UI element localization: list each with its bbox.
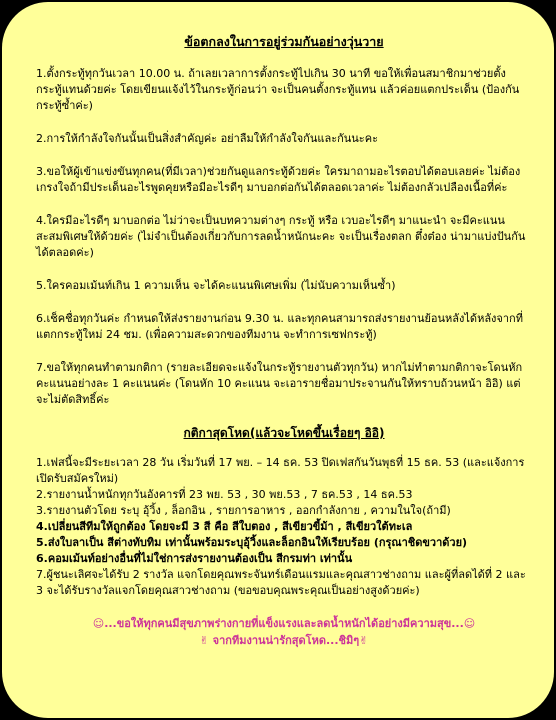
- closing-line-2: ✌ จากทีมงานน่ารักสุดโหด...ชิมิๆ✌: [199, 634, 369, 647]
- rule-item-7: 7.ผู้ชนะเลิศจะได้รับ 2 รางวัล แจกโดยคุณพระจันทร์เดือนแรมและคุณสาวช่างถาม และผู้ที่ลดได้ที่ 2 และ 3 จะได้รับรางวัลแจกโดยคุณสาวช่างถาม (ขอขอบคุณพระคุณเป็นอย่างสูงด้วยค่ะ): [36, 568, 526, 597]
- rule-item-5: 5.ส่งใบลาเป็น สีต่างทับทิม เท่านั้นพร้อมระบุอุ้วิ้งและล็อกอินให้เรียบร้อย (กรุณาชิดขวาด้วย): [36, 536, 468, 549]
- rule-item-1: 1.เฟสนี้จะมีระยะเวลา 28 วัน เริ่มวันที่ 17 พย. – 14 ธค. 53 ปิดเฟสกันวันพุธที่ 15 ธค. 53 (และแจ้งการเปิดรับสมัครใหม่): [36, 456, 525, 485]
- rules-list: [36, 455, 532, 599]
- closing-message: [36, 615, 532, 649]
- rule-item-2: 2.รายงานน้ำหนักทุกวันอังคารที่ 23 พย. 53 , 30 พย.53 , 7 ธค.53 , 14 ธค.53: [36, 488, 413, 501]
- rule-item-6: 6.คอมเม้นท์อย่างอื่นที่ไม่ใช่การส่งรายงานต้องเป็น สีกรมท่า เท่านั้น: [36, 552, 353, 565]
- agreement-item-7: 7.ขอให้ทุกคนทำตามกติกา (รายละเอียดจะแจ้งในกระทู้รายงานตัวทุกวัน) หากไม่ทำตามกติกาจะโดนหักคะแนนอย่างละ 1 คะแนนค่ะ (โดนหัก 10 คะแนน จะเอารายชื่อมาประจานกันให้ทราบถ้วนหน้า อิอิ) แต่จะไม่ตัดสิทธิ์ค่ะ: [36, 361, 523, 406]
- rules-title: กติกาสุดโหด(แล้วจะโหดขึ้นเรื่อยๆ อิอิ): [183, 426, 385, 440]
- page-title: ข้อตกลงในการอยู่ร่วมกันอย่างวุ่นวาย: [184, 34, 384, 49]
- agreement-item-1: 1.ตั้งกระทู้ทุกวันเวลา 10.00 น. ถ้าเลยเวลาการตั้งกระทู้ไปเกิน 30 นาที ขอให้เพื่อนสมาชิกมาช่วยตั้งกระทู้แทนด้วยค่ะ โดยเขียนแจ้งไว้ในกระทู้ก่อนว่า จะเป็นคนตั้งกระทู้แทน แล้วค่อยแตกประเด็น (ป้องกันกระทู้ซ้ำค่ะ): [36, 67, 520, 112]
- rule-item-3: 3.รายงานตัวโดย ระบุ อุ้วิ้ง , ล็อกอิน , รายการอาหาร , ออกกำลังกาย , ความในใจ(ถ้ามี): [36, 504, 451, 517]
- agreement-item-2: 2.การให้กำลังใจกันนั้นเป็นสิ่งสำคัญค่ะ อย่าลืมให้กำลังใจกันและกันนะคะ: [36, 132, 378, 145]
- agreement-item-3: 3.ขอให้ผู้เข้าแข่งขันทุกคน(ที่มีเวลา)ช่วยกันดูแลกระทู้ด้วยค่ะ ใครมาถามอะไรตอบได้ตอบเลยค่ะ ไม่ต้องเกรงใจถ้ามีประเด็นอะไรพูดคุยหรือมีอะไรดีๆ มาบอกต่อกันได้ตลอดเวลาค่ะ ไม่ต้องกลัวเปลืองเนื้อที่ค่ะ: [36, 165, 521, 194]
- agreement-item-4: 4.ใครมีอะไรดีๆ มาบอกต่อ ไม่ว่าจะเป็นบทความต่างๆ กระทู้ หรือ เวบอะไรดีๆ มาแนะนำ จะมีคะแนนสะสมพิเศษให้ด้วยค่ะ (ไม่จำเป็นต้องเกี่ยวกับการลดน้ำหนักนะคะ จะเป็นเรื่องตลก ตึ๋งต๋อง น่ามาแบ่งปันกันได้ตลอดค่ะ): [36, 214, 526, 259]
- closing-line-1: ☺...ขอให้ทุกคนมีสุขภาพร่างกายที่แข็งแรงและลดน้ำหนักได้อย่างมีความสุข...☺: [92, 617, 476, 630]
- agreement-list: [36, 66, 532, 408]
- agreement-card: [2, 2, 554, 718]
- agreement-item-5: 5.ใครคอมเม้นท์เกิน 1 ความเห็น จะได้คะแนนพิเศษเพิ่ม (ไม่นับความเห็นซ้ำ): [36, 279, 396, 292]
- agreement-item-6: 6.เช็คชื่อทุกวันค่ะ กำหนดให้ส่งรายงานก่อน 9.30 น. และทุกคนสามารถส่งรายงานย้อนหลังได้หลังจากที่แตกกระทู้ใหม่ 24 ชม. (เพื่อความสะดวกของทีมงาน จะทำการเซฟกระทู้): [36, 312, 523, 341]
- rule-item-4: 4.เปลี่ยนสีทีมให้ถูกต้อง โดยจะมี 3 สี คือ สีใบตอง , สีเขียวขี้ม้า , สีเขียวใต้ทะเล: [36, 520, 413, 533]
